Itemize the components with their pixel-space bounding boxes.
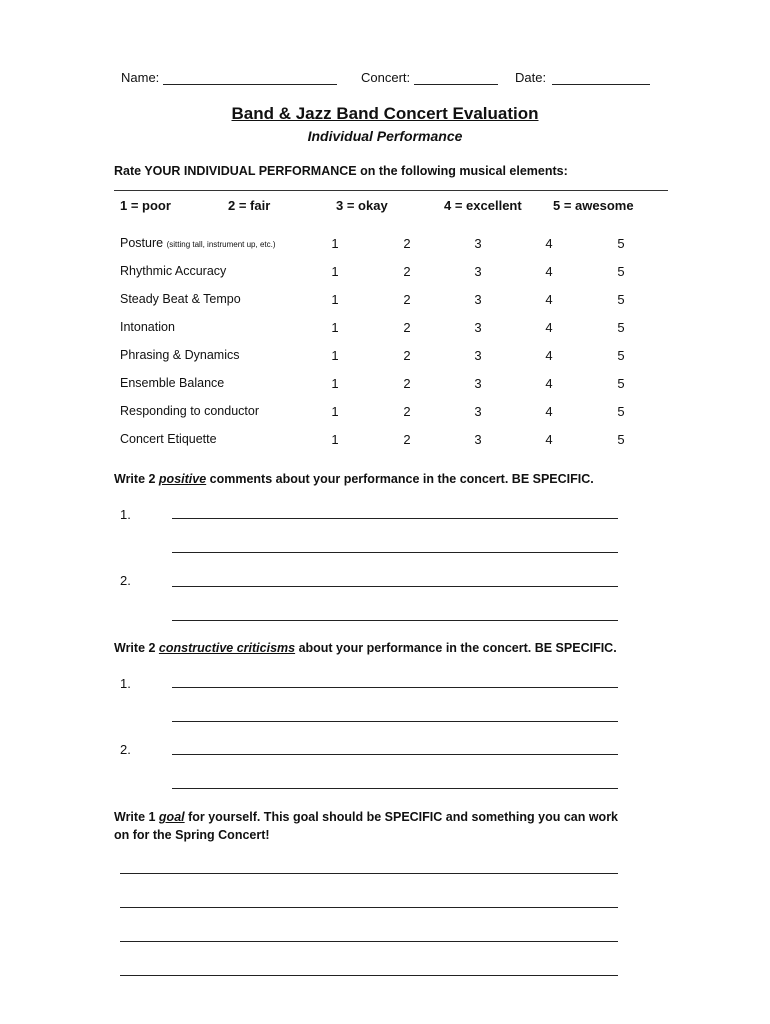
rating-option-5[interactable]: 5: [617, 348, 625, 363]
rating-option-1[interactable]: 1: [331, 404, 339, 419]
rating-option-5[interactable]: 5: [617, 264, 625, 279]
rating-option-1[interactable]: 1: [331, 236, 339, 251]
rating-label-text: Rhythmic Accuracy: [120, 264, 227, 278]
positive-2-line-a[interactable]: [172, 586, 618, 587]
rating-label-text: Intonation: [120, 320, 175, 334]
rating-row-label: [120, 376, 224, 390]
criticism-1-line-b[interactable]: [172, 721, 618, 722]
rating-option-5[interactable]: 5: [617, 292, 625, 307]
positive-1-label: 1.: [120, 507, 131, 522]
scale-4: 4 = excellent: [444, 198, 522, 213]
rating-row-label: [120, 432, 217, 446]
date-label: Date:: [515, 70, 547, 85]
rating-option-4[interactable]: 4: [545, 264, 553, 279]
rating-option-2[interactable]: 2: [403, 348, 411, 363]
rating-option-3[interactable]: 3: [474, 264, 482, 279]
rating-option-4[interactable]: 4: [545, 348, 553, 363]
positive-prompt: Write 2 positive comments about your performance in the concert. BE SPECIFIC.: [114, 472, 594, 486]
rating-option-4[interactable]: 4: [545, 292, 553, 307]
rating-option-2[interactable]: 2: [403, 236, 411, 251]
rating-row-label: [120, 404, 259, 418]
rating-row-label: [120, 348, 240, 362]
rating-option-1[interactable]: 1: [331, 348, 339, 363]
rating-label-text: Responding to conductor: [120, 404, 259, 418]
rating-option-2[interactable]: 2: [403, 264, 411, 279]
divider: [114, 190, 668, 191]
goal-line-1[interactable]: [120, 873, 618, 874]
rating-label-text: Ensemble Balance: [120, 376, 225, 390]
criticism-2-line-b[interactable]: [172, 788, 618, 789]
rating-option-2[interactable]: 2: [403, 292, 411, 307]
rating-label-text: Concert Etiquette: [120, 432, 217, 446]
rating-option-5[interactable]: 5: [617, 404, 625, 419]
rating-option-3[interactable]: 3: [474, 376, 482, 391]
rating-option-1[interactable]: 1: [331, 264, 339, 279]
criticism-prompt: Write 2 constructive criticisms about your performance in the concert. BE SPECIFIC.: [114, 641, 617, 655]
concert-label: Concert:: [361, 70, 411, 85]
rating-option-1[interactable]: 1: [331, 376, 339, 391]
concert-field[interactable]: [414, 84, 498, 85]
rating-row-label: [120, 292, 241, 306]
positive-2-label: 2.: [120, 573, 131, 588]
rating-option-2[interactable]: 2: [403, 376, 411, 391]
goal-line-3[interactable]: [120, 941, 618, 942]
rating-option-4[interactable]: 4: [545, 236, 553, 251]
rating-instructions: Rate YOUR INDIVIDUAL PERFORMANCE on the following musical elements:: [114, 164, 568, 178]
rating-option-4[interactable]: 4: [545, 320, 553, 335]
name-label: Name:: [121, 70, 160, 85]
rating-option-5[interactable]: 5: [617, 432, 625, 447]
rating-option-5[interactable]: 5: [617, 236, 625, 251]
rating-option-5[interactable]: 5: [617, 376, 625, 391]
rating-option-4[interactable]: 4: [545, 404, 553, 419]
scale-5: 5 = awesome: [553, 198, 634, 213]
criticism-2-line-a[interactable]: [172, 754, 618, 755]
goal-prompt-line2: on for the Spring Concert!: [114, 828, 270, 842]
criticism-1-line-a[interactable]: [172, 687, 618, 688]
rating-option-3[interactable]: 3: [474, 320, 482, 335]
goal-line-2[interactable]: [120, 907, 618, 908]
goal-line-4[interactable]: [120, 975, 618, 976]
rating-option-3[interactable]: 3: [474, 348, 482, 363]
date-field[interactable]: [552, 84, 650, 85]
rating-option-4[interactable]: 4: [545, 376, 553, 391]
rating-option-3[interactable]: 3: [474, 292, 482, 307]
positive-2-line-b[interactable]: [172, 620, 618, 621]
rating-option-2[interactable]: 2: [403, 320, 411, 335]
page-title: Band & Jazz Band Concert Evaluation: [231, 104, 539, 123]
rating-row-label: [120, 264, 226, 278]
rating-label-note: (sitting tall, instrument up, etc.): [166, 240, 276, 249]
rating-option-4[interactable]: 4: [545, 432, 553, 447]
criticism-1-label: 1.: [120, 676, 131, 691]
rating-option-3[interactable]: 3: [474, 404, 482, 419]
rating-label-text: Phrasing & Dynamics: [120, 348, 240, 362]
rating-option-2[interactable]: 2: [403, 432, 411, 447]
rating-option-3[interactable]: 3: [474, 432, 482, 447]
positive-1-line-a[interactable]: [172, 518, 618, 519]
rating-label-text: Posture: [120, 236, 164, 250]
rating-option-2[interactable]: 2: [403, 404, 411, 419]
positive-1-line-b[interactable]: [172, 552, 618, 553]
goal-prompt: Write 1 goal for yourself. This goal should be SPECIFIC and something you can work: [114, 810, 619, 824]
rating-label-text: Steady Beat & Tempo: [120, 292, 241, 306]
rating-option-5[interactable]: 5: [617, 320, 625, 335]
criticism-2-label: 2.: [120, 742, 131, 757]
rating-option-1[interactable]: 1: [331, 292, 339, 307]
name-field[interactable]: [163, 84, 337, 85]
rating-row-label: [120, 320, 175, 334]
page-subtitle: Individual Performance: [307, 128, 463, 144]
scale-1: 1 = poor: [120, 198, 171, 213]
rating-option-1[interactable]: 1: [331, 432, 339, 447]
rating-option-1[interactable]: 1: [331, 320, 339, 335]
rating-option-3[interactable]: 3: [474, 236, 482, 251]
scale-2: 2 = fair: [228, 198, 271, 213]
rating-row-label: [120, 236, 276, 250]
scale-3: 3 = okay: [336, 198, 388, 213]
